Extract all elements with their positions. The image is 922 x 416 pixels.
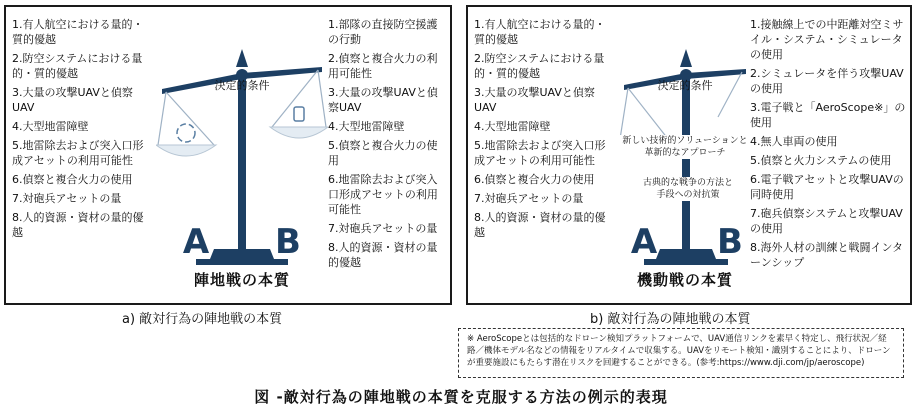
caption-b: b) 敵対行為の陣地戦の本質 (590, 312, 751, 327)
list-item: 7.対砲兵アセットの量 (12, 192, 122, 205)
list-item: 5.偵察と火力システムの使用 (750, 154, 892, 167)
list-item: 6.偵察と複合火力の使用 (474, 173, 595, 186)
essence-title: 陣地戦の本質 (193, 271, 290, 289)
scale-base-top (656, 249, 716, 259)
list-item: 1.有人航空における量的・質的優越 (12, 18, 144, 46)
list-item: 8.人的資源・資材の量的優越 (474, 211, 606, 239)
label-b: B (717, 222, 743, 262)
list-item: 1.有人航空における量的・質的優越 (474, 18, 606, 46)
label-b: B (275, 222, 301, 262)
scale-pillar (682, 79, 690, 249)
list-item: 5.偵察と複合火力の使用 (328, 139, 438, 167)
panel-positional-warfare (4, 5, 452, 305)
list-item: 3.大量の攻撃UAVと偵察UAV (12, 86, 133, 114)
list-item: 3.大量の攻撃UAVと偵察UAV (328, 86, 438, 114)
figure-title: 図 -敵対行為の陣地戦の本質を克服する方法の例示的表現 (254, 388, 668, 406)
panel-b-left-list (474, 17, 616, 244)
list-item: 7.砲兵偵察システムと攻撃UAVの使用 (750, 207, 903, 235)
list-item: 4.大型地雷障壁 (12, 120, 89, 133)
list-item: 4.大型地雷障壁 (328, 120, 405, 133)
list-item: 2.防空システムにおける量的・質的優越 (12, 52, 143, 80)
callout-new-solutions: 新しい技術的ソリューションと革新的なアプローチ (620, 135, 750, 159)
right-pan (270, 127, 328, 138)
balance-scale-a (156, 27, 328, 297)
scale-base-top (210, 249, 274, 259)
aeroscope-footnote: ※ AeroScopeとは包括的なドローン検知プラットフォームで、UAV通信リンクを素早く特定し、飛行状況／経路／機体モデル名などの情報をリアルタイムで収集する。UAVをリモート検知・識別することにより、ドローンが重要施設にもたらす潜在リスクを回避することができる。(参考:https://www.dji.com/jp/aeroscope) (458, 328, 904, 378)
balance-scale-icon (620, 27, 750, 297)
panel-maneuver-warfare (466, 5, 912, 305)
scale-finial (236, 49, 248, 67)
panel-b-right-list (750, 17, 908, 274)
scale-finial (680, 49, 692, 67)
list-item: 6.偵察と複合火力の使用 (12, 173, 133, 186)
list-item: 4.大型地雷障壁 (474, 120, 551, 133)
decisive-conditions-label: 決定的条件 (214, 79, 270, 92)
decisive-conditions-label: 決定的条件 (657, 79, 713, 92)
scale-pillar (238, 79, 246, 249)
list-item: 8.海外人材の訓練と戦闘インターンシップ (750, 241, 904, 269)
label-a: A (182, 222, 210, 262)
callout-classic-countermeasures: 古典的な戦争の方法と手段への対抗策 (640, 177, 736, 201)
list-item: 6.電子戦アセットと攻撃UAVの同時使用 (750, 173, 904, 201)
list-item: 5.地雷除去および突入口形成アセットの利用可能性 (474, 139, 606, 167)
panel-a-right-list (328, 17, 446, 274)
list-item: 7.対砲兵アセットの量 (474, 192, 584, 205)
gear-tools-icon (294, 107, 304, 121)
list-item: 2.偵察と複合火力の利用可能性 (328, 52, 438, 80)
list-item: 7.対砲兵アセットの量 (328, 222, 438, 235)
list-item: 2.防空システムにおける量的・質的優越 (474, 52, 605, 80)
list-item: 1.接触線上での中距離対空ミサイル・システム・シミュレータの使用 (750, 18, 904, 61)
list-item: 8.人的資源・資材の量的優越 (328, 241, 438, 269)
list-item: 6.地雷除去および突入口形成アセットの利用可能性 (328, 173, 438, 216)
caption-a: a) 敵対行為の陣地戦の本質 (122, 312, 283, 327)
list-item: 3.大量の攻撃UAVと偵察UAV (474, 86, 595, 114)
list-item: 4.無人車両の使用 (750, 135, 838, 148)
panel-a-left-list (12, 17, 154, 244)
recycle-icon (177, 124, 195, 142)
list-item: 8.人的資源・資材の量的優越 (12, 211, 144, 239)
essence-title: 機動戦の本質 (636, 271, 733, 289)
label-a: A (630, 222, 658, 262)
list-item: 3.電子戦と「AeroScope※」の使用 (750, 101, 906, 129)
balance-scale-icon (156, 27, 328, 297)
list-item: 1.部隊の直接防空援護の行動 (328, 18, 438, 46)
left-pan (156, 145, 216, 156)
list-item: 2.シミュレータを伴う攻撃UAVの使用 (750, 67, 904, 95)
list-item: 5.地雷除去および突入口形成アセットの利用可能性 (12, 139, 144, 167)
